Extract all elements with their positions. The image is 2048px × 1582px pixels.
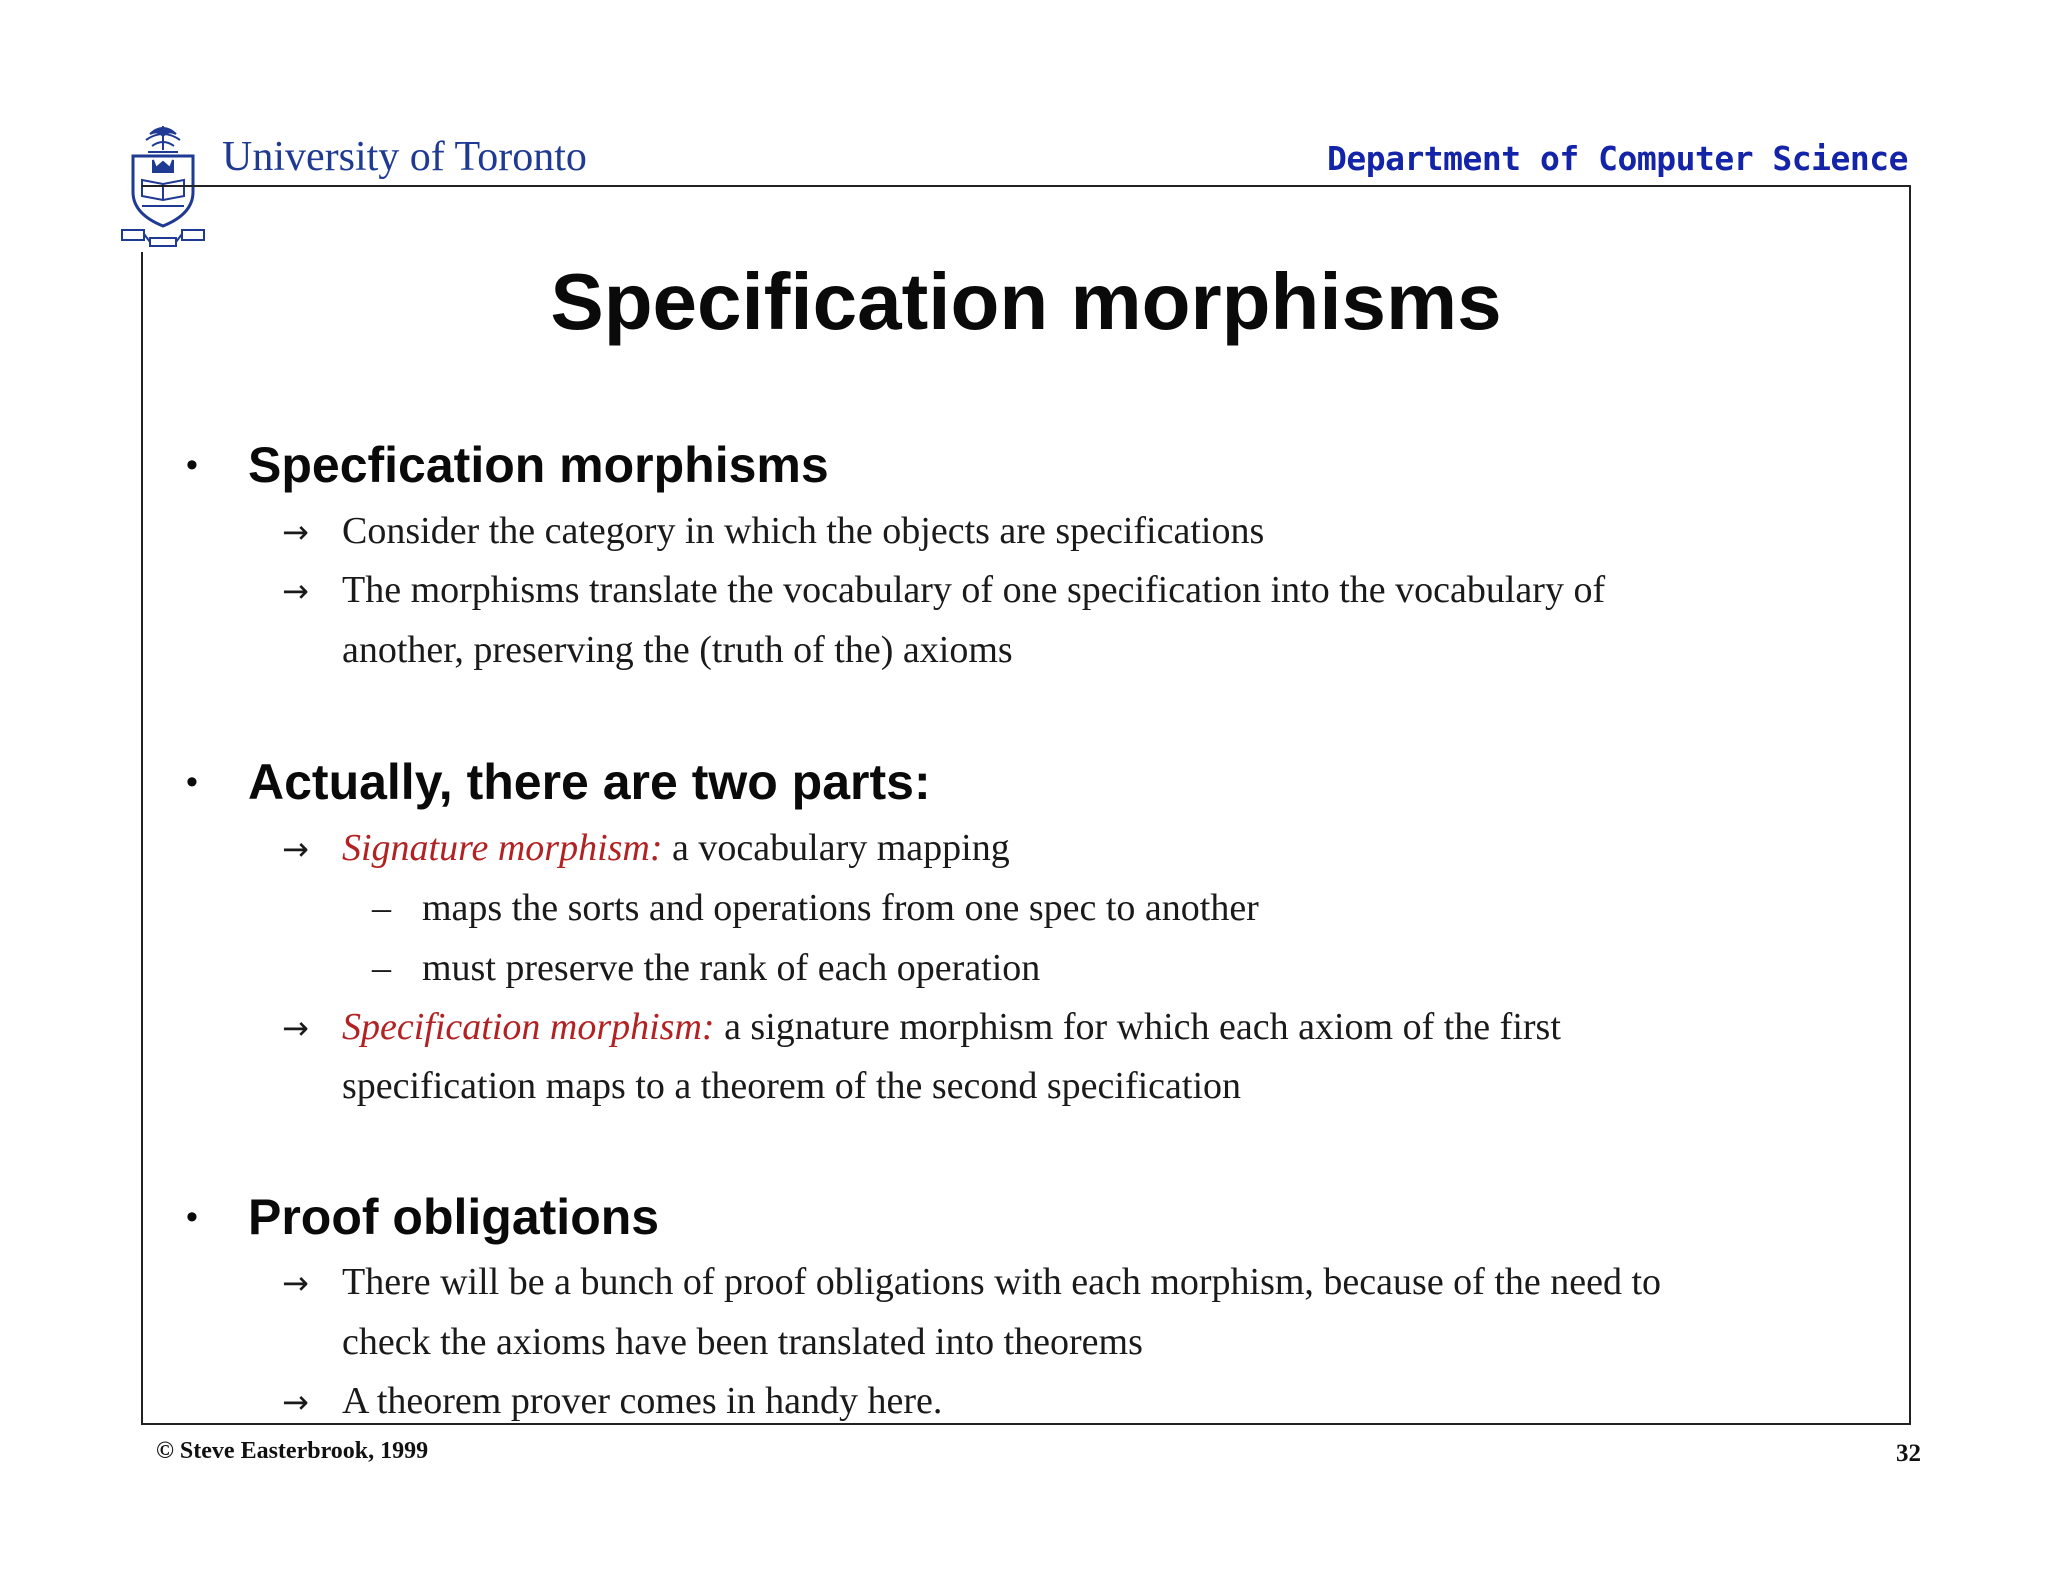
sub-item-continuation: check the axioms have been translated into theorems xyxy=(342,1321,1143,1363)
sub-item xyxy=(282,1008,1561,1046)
arrow-right-icon: → xyxy=(282,1009,309,1047)
sub-item-text: There will be a bunch of proof obligations with each morphism, because of the need to xyxy=(342,1261,1662,1303)
dash-icon: – xyxy=(372,887,391,929)
bullet-heading xyxy=(186,754,931,810)
sub-item-text: a vocabulary mapping xyxy=(662,827,1010,869)
arrow-right-icon: → xyxy=(282,1383,309,1421)
sub-item xyxy=(282,829,1010,867)
arrow-right-icon: → xyxy=(282,513,309,551)
sub-item xyxy=(282,571,1605,609)
bullet-heading-text: Actually, there are two parts: xyxy=(248,754,931,810)
sub-item-text: The morphisms translate the vocabulary of one specification into the vocabulary of xyxy=(342,569,1606,611)
page-number: 32 xyxy=(1896,1440,1921,1467)
slide-title: Specification morphisms xyxy=(550,257,1502,346)
bullet-heading xyxy=(186,437,829,493)
sub-item-text: Consider the category in which the objects are specifications xyxy=(342,510,1265,552)
arrow-right-icon: → xyxy=(282,830,309,868)
sub-sub-item xyxy=(372,889,1259,927)
arrow-right-icon: → xyxy=(282,1264,309,1302)
sub-item xyxy=(282,512,1264,550)
bullet-dot-icon: • xyxy=(186,763,198,801)
copyright-notice: © Steve Easterbrook, 1999 xyxy=(156,1438,429,1464)
bullet-heading-text: Proof obligations xyxy=(248,1189,660,1245)
bullet-dot-icon: • xyxy=(186,1198,198,1236)
bullet-dot-icon: • xyxy=(186,446,198,484)
sub-sub-item-text: maps the sorts and operations from one spec to another xyxy=(422,887,1259,929)
term-specification-morphism: Specification morphism: xyxy=(342,1006,715,1048)
sub-sub-item xyxy=(372,949,1040,987)
sub-item xyxy=(282,1382,942,1420)
sub-item xyxy=(282,1263,1661,1301)
sub-item-text: a signature morphism for which each axiom of the first xyxy=(714,1006,1561,1048)
bullet-heading-text: Specfication morphisms xyxy=(248,437,829,493)
slide-frame-left-border xyxy=(141,252,143,1425)
dash-icon: – xyxy=(372,947,391,989)
sub-sub-item-text: must preserve the rank of each operation xyxy=(422,947,1041,989)
sub-item-text: A theorem prover comes in handy here. xyxy=(342,1380,943,1422)
arrow-right-icon: → xyxy=(282,572,309,610)
bullet-heading xyxy=(186,1189,660,1245)
sub-item-continuation: another, preserving the (truth of the) axioms xyxy=(342,629,1013,671)
university-name: University of Toronto xyxy=(222,134,587,180)
sub-item-continuation: specification maps to a theorem of the second specification xyxy=(342,1065,1242,1107)
term-signature-morphism: Signature morphism: xyxy=(342,827,663,869)
department-name: Department of Computer Science xyxy=(1326,139,1908,178)
